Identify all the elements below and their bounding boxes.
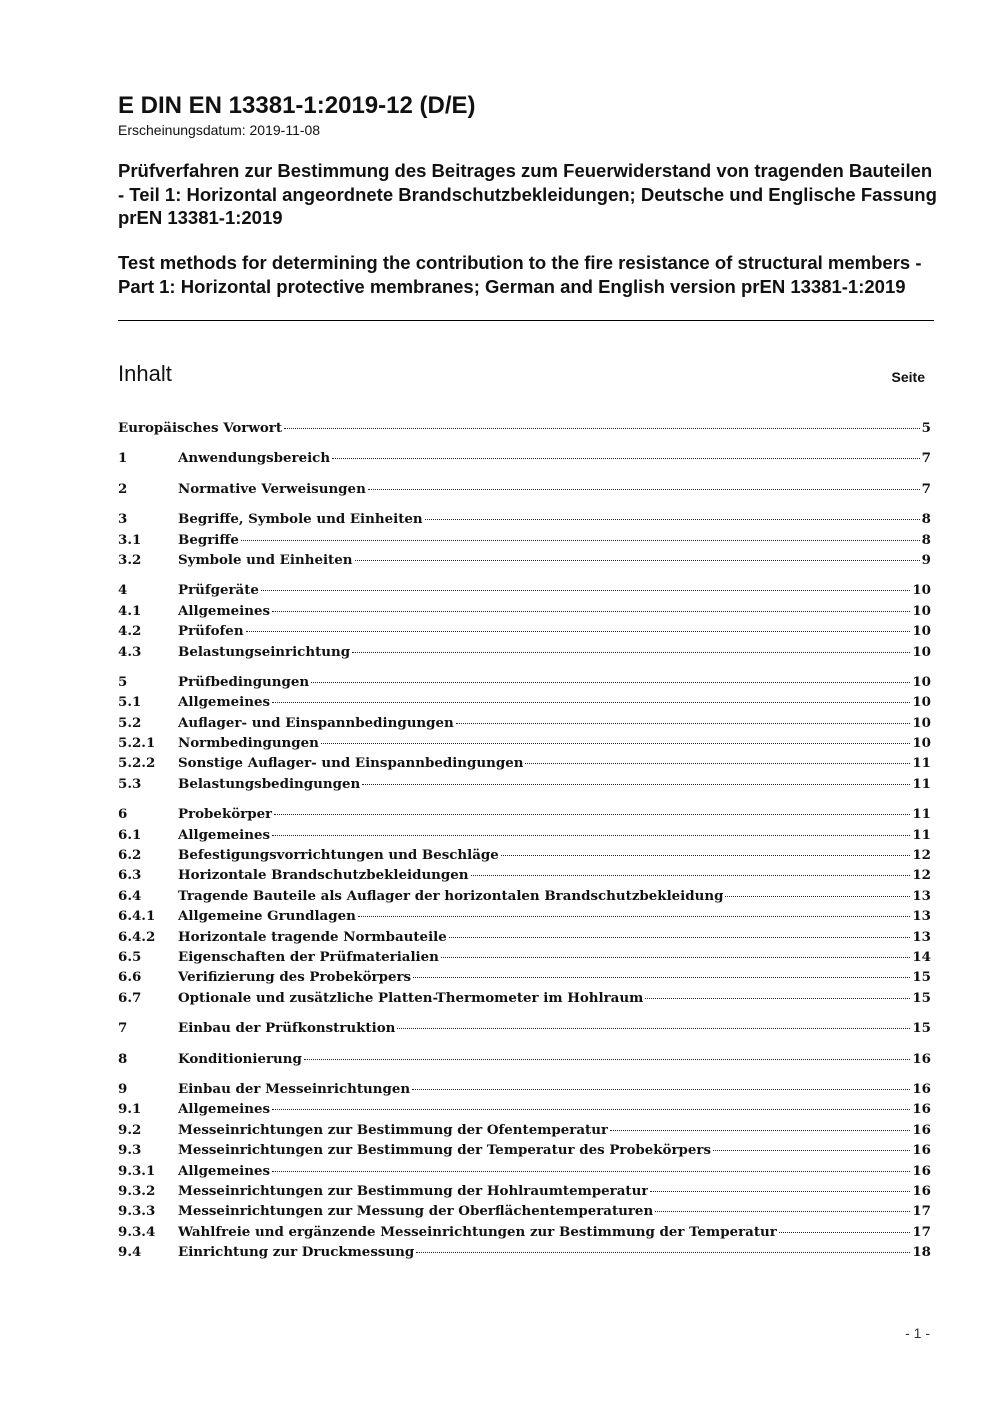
toc-entry-title: Europäisches Vorwort <box>118 420 283 436</box>
toc-entry-page: 7 <box>921 480 931 497</box>
toc-entry[interactable] <box>118 1079 931 1099</box>
toc-entry-number: 6.4.2 <box>118 928 156 945</box>
toc-entry-title: Prüfgeräte <box>178 582 259 599</box>
toc-dot-leader <box>713 1150 910 1151</box>
toc-dot-leader <box>241 540 920 541</box>
toc-entry-number: 5.2.2 <box>118 755 156 772</box>
toc-entry-number: 5.3 <box>118 775 142 792</box>
toc-dot-leader <box>246 631 911 632</box>
toc-dot-leader <box>501 855 911 856</box>
toc-entry[interactable] <box>118 479 931 499</box>
toc-dot-leader <box>272 1109 910 1110</box>
toc-entry-number: 8 <box>118 1050 128 1067</box>
toc-entry[interactable] <box>118 1099 931 1119</box>
toc-entry-title: Probekörper <box>178 806 273 823</box>
toc-dot-leader <box>725 896 910 897</box>
toc-entry-page: 8 <box>921 511 931 528</box>
toc-entry[interactable] <box>118 967 931 987</box>
toc-entry-page: 5 <box>921 420 931 436</box>
toc-entry-title: Allgemeines <box>178 694 271 711</box>
toc-entry-number: 9.4 <box>118 1244 142 1261</box>
toc-dot-leader <box>355 560 920 561</box>
toc-entry[interactable] <box>118 886 931 906</box>
toc-entry-title: Horizontale tragende Normbauteile <box>178 928 447 945</box>
toc-entry-number: 6.2 <box>118 847 142 864</box>
toc-entry[interactable] <box>118 1049 931 1069</box>
toc-entry-number: 3 <box>118 511 128 528</box>
toc-entry[interactable] <box>118 713 931 733</box>
toc-dot-leader <box>362 784 910 785</box>
toc-dot-leader <box>397 1028 910 1029</box>
toc-entry-title: Einrichtung zur Druckmessung <box>178 1244 415 1261</box>
header-rule <box>118 320 934 321</box>
toc-entry[interactable] <box>118 642 931 662</box>
title-english: Test methods for determining the contribution to the fire resistance of structural members - Part 1: Horizontal protective membranes; German and English version prEN 13381-1:2019 <box>118 252 922 297</box>
toc-entry-number: 7 <box>118 1020 128 1037</box>
toc-dot-leader <box>610 1130 910 1131</box>
toc-entry[interactable] <box>118 865 931 885</box>
toc-entry-number: 9.3.2 <box>118 1182 156 1199</box>
toc-entry-title: Messeinrichtungen zur Bestimmung der Temperatur des Probekörpers <box>178 1142 711 1159</box>
toc-entry-title: Einbau der Prüfkonstruktion <box>178 1020 396 1037</box>
toc-entry[interactable] <box>118 1120 931 1140</box>
toc-entry-page: 15 <box>912 969 931 986</box>
toc-page-column-label: Seite <box>891 369 925 385</box>
toc-entry-page: 10 <box>912 582 931 599</box>
toc-entry-page: 10 <box>912 623 931 640</box>
toc-entry-title: Horizontale Brandschutzbekleidungen <box>178 867 469 884</box>
toc-entry-number: 9.3.4 <box>118 1223 156 1240</box>
toc-entry-page: 18 <box>912 1244 931 1261</box>
toc-entry-number: 9.2 <box>118 1121 142 1138</box>
toc-entry[interactable] <box>118 621 931 641</box>
toc-dot-leader <box>272 1171 910 1172</box>
toc-entry[interactable] <box>118 530 931 550</box>
toc-entry-title: Sonstige Auflager- und Einspannbedingungen <box>178 755 524 772</box>
toc-entry-page: 16 <box>912 1162 931 1179</box>
toc-entry-number: 6.1 <box>118 826 142 843</box>
toc-entry-number: 5.1 <box>118 694 142 711</box>
toc-dot-leader <box>284 428 920 429</box>
toc-entry-number: 3.2 <box>118 551 142 568</box>
toc-dot-leader <box>416 1252 910 1253</box>
toc-entry-title: Auflager- und Einspannbedingungen <box>178 714 454 731</box>
toc-entry[interactable] <box>118 988 931 1008</box>
toc-entry-page: 16 <box>912 1080 931 1097</box>
toc-entry[interactable] <box>118 672 931 692</box>
toc-entry[interactable] <box>118 509 931 529</box>
toc-dot-leader <box>425 519 920 520</box>
toc-entry[interactable] <box>118 1201 931 1221</box>
toc-dot-leader <box>779 1232 911 1233</box>
toc-entry-title: Normbedingungen <box>178 735 319 752</box>
toc-entry[interactable] <box>118 418 931 438</box>
toc-dot-leader <box>274 814 910 815</box>
toc-entry-page: 14 <box>912 948 931 965</box>
toc-dot-leader <box>321 743 910 744</box>
toc-entry-title: Allgemeine Grundlagen <box>178 908 356 925</box>
toc-entry-page: 10 <box>912 602 931 619</box>
toc-entry[interactable] <box>118 1181 931 1201</box>
toc-entry-number: 9 <box>118 1080 128 1097</box>
toc-entry-title: Eigenschaften der Prüfmaterialien <box>178 948 439 965</box>
toc-entry[interactable] <box>118 947 931 967</box>
toc-heading: Inhalt <box>118 361 172 386</box>
toc-entry-title: Begriffe <box>178 531 239 548</box>
toc-entry[interactable] <box>118 1018 931 1038</box>
toc-entry-number: 6.4.1 <box>118 908 156 925</box>
toc-dot-leader <box>261 590 910 591</box>
toc-entry-title: Prüfbedingungen <box>178 673 310 690</box>
toc-entry-number: 2 <box>118 480 128 497</box>
toc-entry[interactable] <box>118 927 931 947</box>
toc-entry-number: 6 <box>118 806 128 823</box>
toc-entry-page: 16 <box>912 1121 931 1138</box>
toc-entry-title: Normative Verweisungen <box>178 480 366 497</box>
toc-entry[interactable] <box>118 448 931 468</box>
toc-entry-number: 6.3 <box>118 867 142 884</box>
toc-entry-number: 9.3.3 <box>118 1203 156 1220</box>
toc-entry-page: 16 <box>912 1050 931 1067</box>
toc-entry-number: 9.3 <box>118 1142 142 1159</box>
toc-entry-page: 7 <box>921 450 931 467</box>
toc-entry-title: Allgemeines <box>178 826 271 843</box>
toc-entry[interactable] <box>118 804 931 824</box>
toc-entry-number: 5.2 <box>118 714 142 731</box>
toc-entry-page: 13 <box>912 928 931 945</box>
toc-entry-title: Konditionierung <box>178 1050 302 1067</box>
toc-dot-leader <box>358 916 911 917</box>
publication-date: Erscheinungsdatum: 2019-11-08 <box>118 122 321 138</box>
toc-entry-number: 6.5 <box>118 948 142 965</box>
toc-dot-leader <box>368 489 920 490</box>
toc-dot-leader <box>471 875 911 876</box>
toc-entry-page: 17 <box>912 1223 931 1240</box>
toc-entry-title: Verifizierung des Probekörpers <box>178 969 412 986</box>
toc-entry-number: 4.1 <box>118 602 142 619</box>
toc-entry-page: 15 <box>912 1020 931 1037</box>
toc-dot-leader <box>272 702 910 703</box>
toc-entry-page: 11 <box>912 806 931 823</box>
toc-entry-page: 10 <box>912 714 931 731</box>
toc-entry[interactable] <box>118 733 931 753</box>
toc-dot-leader <box>272 835 910 836</box>
toc-entry-title: Allgemeines <box>178 602 271 619</box>
toc-entry-title: Optionale und zusätzliche Platten-Thermometer im Hohlraum <box>178 989 644 1006</box>
toc-entry[interactable] <box>118 825 931 845</box>
toc-entry-page: 9 <box>921 551 931 568</box>
toc-entry-page: 12 <box>912 867 931 884</box>
toc-entry-title: Tragende Bauteile als Auflager der horizontalen Brandschutzbekleidung <box>178 887 724 904</box>
toc-entry[interactable] <box>118 845 931 865</box>
toc-dot-leader <box>304 1059 910 1060</box>
toc-entry-page: 11 <box>912 775 931 792</box>
toc-entry[interactable] <box>118 580 931 600</box>
toc-entry-title: Wahlfreie und ergänzende Messeinrichtungen zur Bestimmung der Temperatur <box>178 1223 777 1240</box>
footer-page-number: - 1 - <box>905 1325 930 1341</box>
toc-dot-leader <box>272 611 910 612</box>
toc-dot-leader <box>441 957 910 958</box>
toc-entry-title: Begriffe, Symbole und Einheiten <box>178 511 423 528</box>
toc-entry-page: 11 <box>912 755 931 772</box>
toc-entry-number: 6.7 <box>118 989 142 1006</box>
toc-entry-title: Anwendungsbereich <box>178 450 331 467</box>
toc-entry-page: 10 <box>912 673 931 690</box>
toc-entry-page: 16 <box>912 1101 931 1118</box>
toc-entry-title: Befestigungsvorrichtungen und Beschläge <box>178 847 499 864</box>
toc-entry[interactable] <box>118 1140 931 1160</box>
toc-entry-page: 12 <box>912 847 931 864</box>
toc-entry-page: 11 <box>912 826 931 843</box>
toc-entry-title: Belastungsbedingungen <box>178 775 361 792</box>
toc-entry-number: 3.1 <box>118 531 142 548</box>
toc-entry-title: Prüfofen <box>178 623 244 640</box>
toc-entry-number: 4.3 <box>118 643 142 660</box>
toc-entry-number: 5 <box>118 673 128 690</box>
toc-entry-page: 16 <box>912 1182 931 1199</box>
toc-dot-leader <box>332 458 920 459</box>
toc-entry-number: 5.2.1 <box>118 735 156 752</box>
title-german: Prüfverfahren zur Bestimmung des Beitrages zum Feuerwiderstand von tragenden Bauteilen - Teil 1: Horizontal angeordnete Brandschutzbekleidungen; Deutsche und Englische Fassung prEN 13381-1:2019 <box>118 160 937 228</box>
toc-entry-title: Messeinrichtungen zur Bestimmung der Ofentemperatur <box>178 1121 609 1138</box>
toc-dot-leader <box>352 652 910 653</box>
toc-dot-leader <box>311 682 910 683</box>
toc-entry-number: 6.4 <box>118 887 142 904</box>
toc-entry-title: Messeinrichtungen zur Bestimmung der Hohlraumtemperatur <box>178 1182 649 1199</box>
table-of-contents <box>118 418 931 1262</box>
toc-entry[interactable] <box>118 774 931 794</box>
document-id: E DIN EN 13381-1:2019-12 (D/E) <box>118 92 476 119</box>
toc-dot-leader <box>645 998 910 999</box>
toc-entry-number: 4.2 <box>118 623 142 640</box>
toc-entry[interactable] <box>118 692 931 712</box>
toc-entry-page: 16 <box>912 1142 931 1159</box>
toc-entry-number: 9.1 <box>118 1101 142 1118</box>
toc-dot-leader <box>412 1089 910 1090</box>
toc-entry-title: Messeinrichtungen zur Messung der Oberflächentemperaturen <box>178 1203 654 1220</box>
toc-entry-page: 13 <box>912 887 931 904</box>
toc-entry-number: 1 <box>118 450 128 467</box>
toc-entry-number: 4 <box>118 582 128 599</box>
toc-entry-page: 10 <box>912 694 931 711</box>
toc-entry-page: 8 <box>921 531 931 548</box>
toc-dot-leader <box>413 977 910 978</box>
toc-entry-title: Allgemeines <box>178 1162 271 1179</box>
toc-entry-number: 6.6 <box>118 969 142 986</box>
toc-entry-title: Allgemeines <box>178 1101 271 1118</box>
toc-entry-number: 9.3.1 <box>118 1162 156 1179</box>
toc-dot-leader <box>655 1211 910 1212</box>
toc-entry-page: 13 <box>912 908 931 925</box>
toc-entry-title: Belastungseinrichtung <box>178 643 351 660</box>
toc-entry-page: 15 <box>912 989 931 1006</box>
toc-entry[interactable] <box>118 906 931 926</box>
toc-entry[interactable] <box>118 1222 931 1242</box>
toc-entry-title: Einbau der Messeinrichtungen <box>178 1080 411 1097</box>
toc-entry[interactable] <box>118 550 931 570</box>
toc-entry[interactable] <box>118 1242 931 1262</box>
toc-entry-page: 10 <box>912 735 931 752</box>
toc-entry[interactable] <box>118 753 931 773</box>
toc-entry-page: 10 <box>912 643 931 660</box>
toc-entry[interactable] <box>118 1161 931 1181</box>
toc-dot-leader <box>456 723 911 724</box>
toc-dot-leader <box>525 763 910 764</box>
toc-entry-page: 17 <box>912 1203 931 1220</box>
toc-dot-leader <box>650 1191 910 1192</box>
toc-dot-leader <box>449 937 911 938</box>
toc-entry-title: Symbole und Einheiten <box>178 551 353 568</box>
toc-entry[interactable] <box>118 601 931 621</box>
